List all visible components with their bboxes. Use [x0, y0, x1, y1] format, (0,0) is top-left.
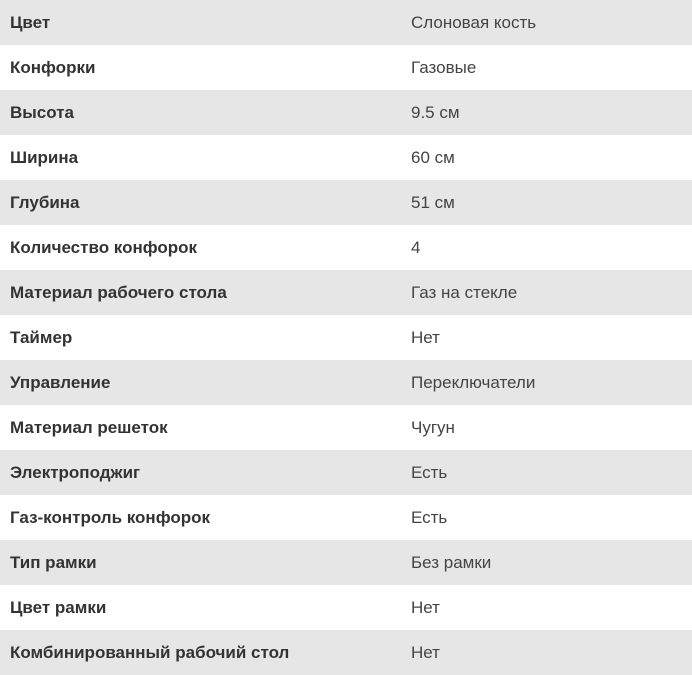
spec-value: Нет [411, 597, 440, 617]
spec-row-electric-ignition [0, 450, 692, 495]
spec-value: 60 см [411, 147, 455, 167]
spec-name: Глубина [10, 192, 80, 212]
spec-value: Есть [411, 462, 448, 482]
spec-value: Есть [411, 507, 448, 527]
spec-value: 4 [411, 237, 421, 257]
spec-value: Чугун [411, 417, 455, 437]
spec-value: Переключатели [411, 372, 536, 392]
spec-row-depth [0, 180, 692, 225]
spec-row-width [0, 135, 692, 180]
spec-name: Конфорки [10, 57, 96, 77]
spec-name: Материал рабочего стола [10, 282, 227, 302]
spec-row-color [0, 0, 692, 45]
spec-row-frame-color [0, 585, 692, 630]
spec-name: Электроподжиг [10, 462, 141, 482]
spec-name: Газ-контроль конфорок [10, 507, 211, 527]
spec-value: Газ на стекле [411, 282, 518, 302]
spec-name: Цвет [10, 12, 51, 32]
spec-row-burner-count [0, 225, 692, 270]
spec-name: Материал решеток [10, 417, 168, 437]
spec-name: Ширина [10, 147, 79, 167]
spec-row-frame-type [0, 540, 692, 585]
spec-value: Газовые [411, 57, 477, 77]
spec-name: Высота [10, 102, 74, 122]
spec-name: Тип рамки [10, 552, 97, 572]
spec-value: 51 см [411, 192, 455, 212]
spec-row-worktop-material [0, 270, 692, 315]
spec-row-control [0, 360, 692, 405]
spec-name: Управление [10, 372, 111, 392]
spec-row-timer [0, 315, 692, 360]
spec-row-height [0, 90, 692, 135]
spec-row-burners [0, 45, 692, 90]
spec-row-grate-material [0, 405, 692, 450]
spec-value: Слоновая кость [411, 12, 537, 32]
spec-name: Количество конфорок [10, 237, 198, 257]
spec-row-combined-worktop [0, 630, 692, 675]
spec-row-gas-control [0, 495, 692, 540]
spec-name: Комбинированный рабочий стол [10, 642, 290, 662]
spec-value: Без рамки [411, 552, 492, 572]
spec-name: Цвет рамки [10, 597, 107, 617]
spec-value: 9.5 см [411, 102, 460, 122]
spec-name: Таймер [10, 327, 73, 347]
spec-value: Нет [411, 327, 440, 347]
spec-value: Нет [411, 642, 440, 662]
